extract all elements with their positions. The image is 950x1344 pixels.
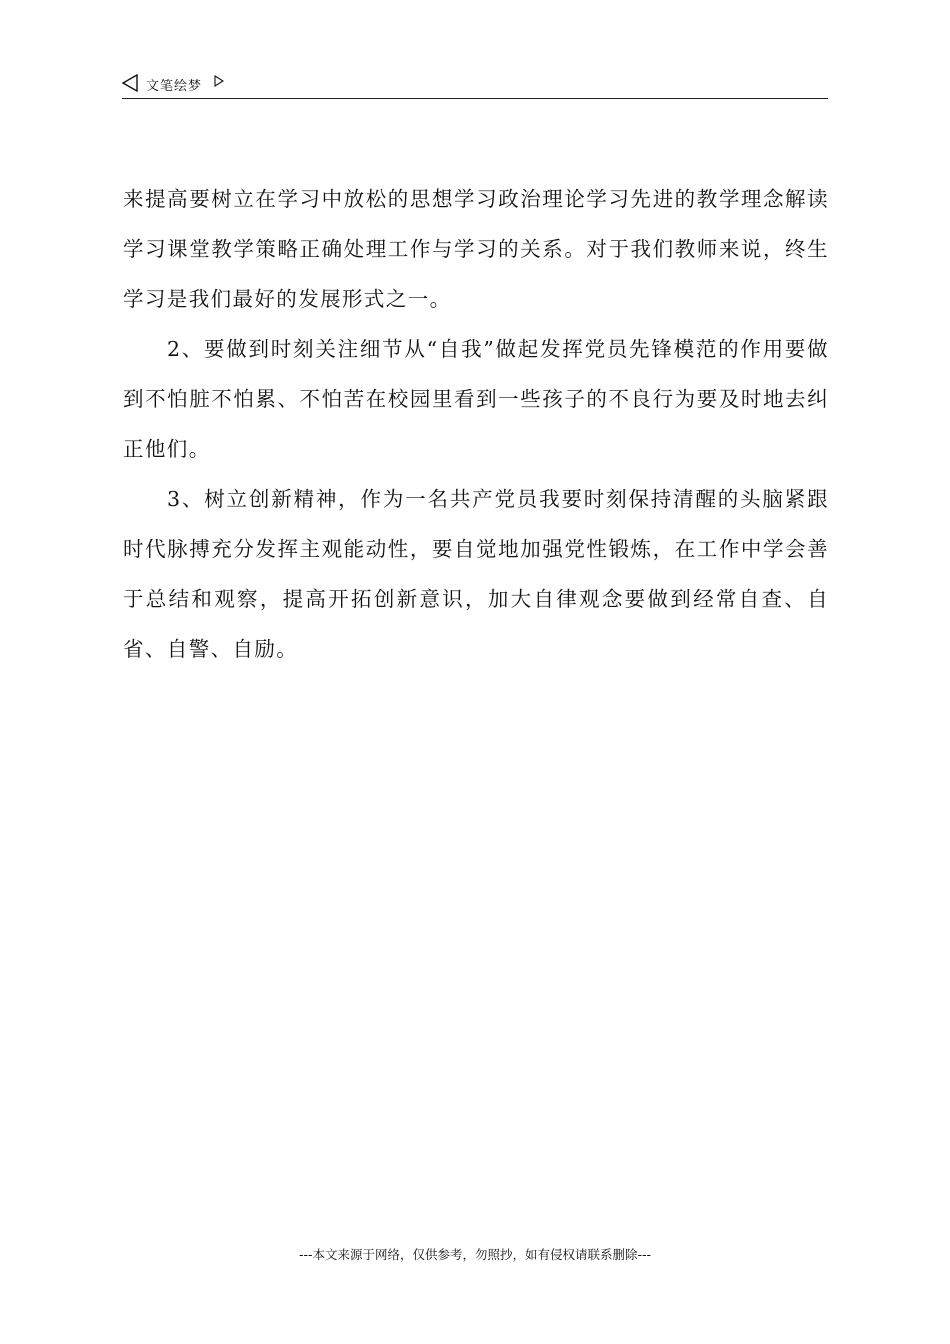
- paragraph-item-2: 2、要做到时刻关注细节从“自我”做起发挥党员先锋模范的作用要做到不怕脏不怕累、不怕苦在校园里看到一些孩子的不良行为要及时地去纠正他们。: [123, 337, 829, 461]
- page-header: [122, 70, 828, 99]
- paragraph-item-3: 3、树立创新精神，作为一名共产党员我要时刻保持清醒的头脑紧跟时代脉搏充分发挥主观能动性，要自觉地加强党性锻炼，在工作中学会善于总结和观察，提高开拓创新意识，加大自律观念要做到经常自查、自省、自警、自励。: [123, 487, 829, 661]
- paragraph-continuation: 来提高要树立在学习中放松的思想学习政治理论学习先进的教学理念解读学习课堂教学策略正确处理工作与学习的关系。对于我们教师来说，终生学习是我们最好的发展形式之一。: [123, 187, 829, 311]
- left-triangle-icon: [122, 74, 138, 92]
- right-triangle-icon: [214, 75, 224, 87]
- footer-notice: ---本文来源于网络，仅供参考，勿照抄，如有侵权请联系删除---: [298, 1247, 652, 1262]
- header-title: 文笔绘梦: [146, 79, 203, 94]
- document-body: [123, 174, 829, 674]
